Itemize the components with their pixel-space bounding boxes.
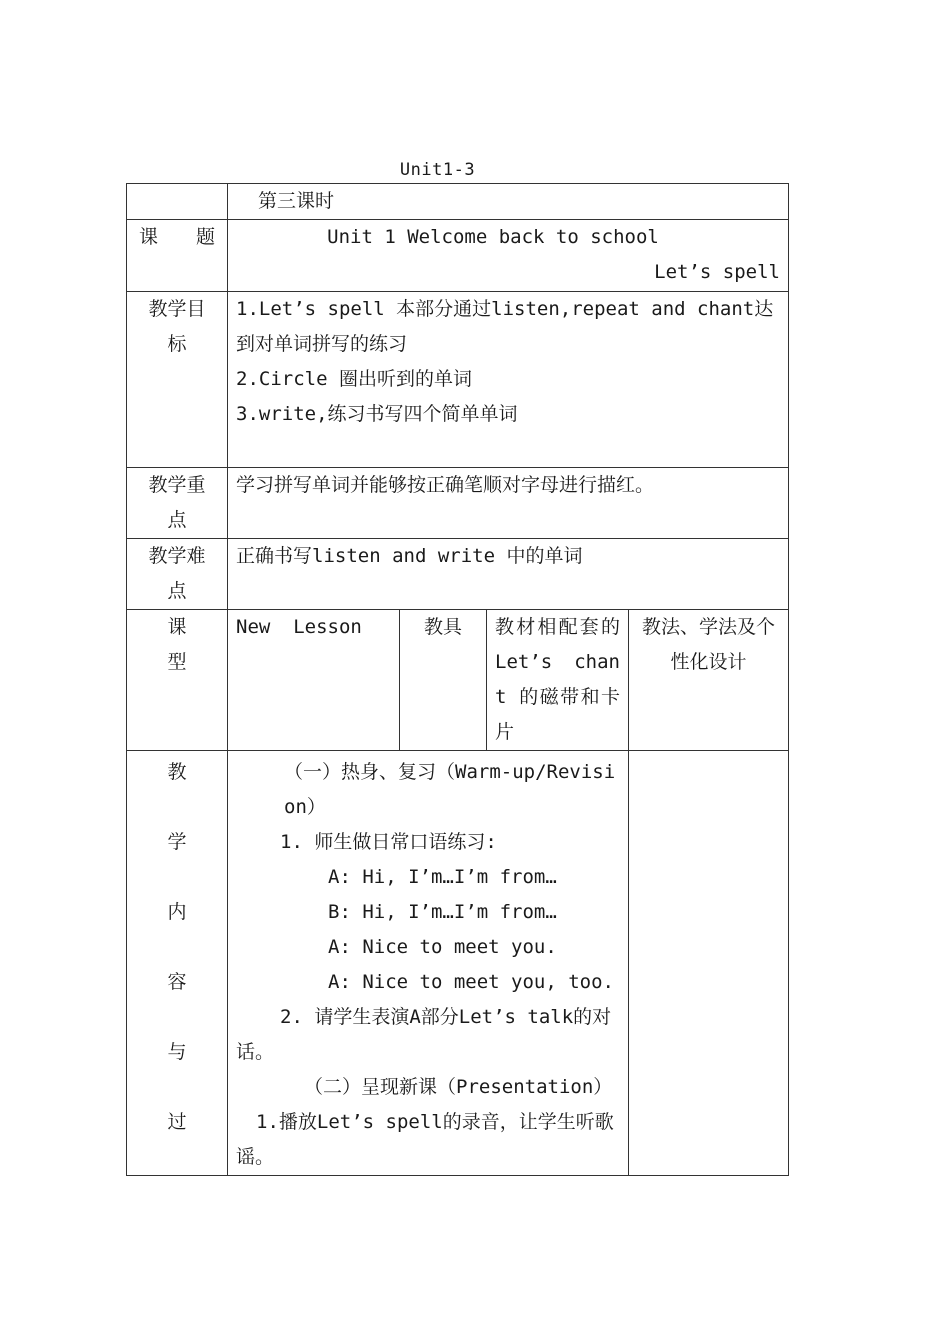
objectives-label: 教学目标 — [127, 292, 228, 468]
process-line: 2. 请学生表演A部分Let’s talk的对话。 — [236, 1006, 612, 1063]
topic-unit-title: Unit 1 Welcome back to school — [327, 226, 659, 248]
key-points-label: 教学重点 — [127, 468, 228, 539]
process-label-char: 容 — [167, 971, 187, 993]
empty-label-cell — [127, 184, 228, 220]
row-objectives — [127, 292, 789, 468]
lesson-plan-table — [126, 183, 789, 1176]
process-line: 1. 师生做日常口语练习: — [280, 831, 497, 853]
process-label-char: 与 — [167, 1041, 187, 1063]
teaching-aids-value: 教材相配套的 Let’s chant 的磁带和卡片 — [487, 610, 629, 751]
row-lesson-type — [127, 610, 789, 751]
objective-item: 3.write,练习书写四个简单单词 — [236, 403, 518, 425]
process-line: A: Nice to meet you, too. — [328, 971, 614, 993]
process-line: B: Hi, I’m…I’m from… — [328, 901, 557, 923]
row-key-points — [127, 468, 789, 539]
process-label-char: 内 — [167, 901, 187, 923]
row-process — [127, 751, 789, 1176]
teaching-aids-label: 教具 — [400, 610, 487, 751]
topic-section: Let’s spell — [654, 261, 781, 283]
process-label — [127, 751, 228, 1176]
difficulties-value: 正确书写listen and write 中的单词 — [228, 539, 789, 610]
methods-header: 教法、学法及个性化设计 — [629, 610, 789, 751]
lesson-period: 第三课时 — [228, 184, 789, 220]
difficulties-label: 教学难点 — [127, 539, 228, 610]
document-title: Unit1-3 — [399, 160, 476, 180]
objective-item: 2.Circle 圈出听到的单词 — [236, 368, 472, 390]
process-line: （一）热身、复习（Warm-up/Revision） — [284, 761, 616, 818]
topic-value — [228, 220, 789, 292]
topic-label-char-2: 题 — [195, 226, 215, 248]
process-label-char: 过 — [167, 1111, 187, 1133]
lesson-type-label — [127, 610, 228, 751]
key-points-value: 学习拼写单词并能够按正确笔顺对字母进行描红。 — [228, 468, 789, 539]
topic-label-char-1: 课 — [139, 226, 159, 248]
process-line: （二）呈现新课（Presentation） — [304, 1076, 613, 1098]
lesson-type-value: New Lesson — [228, 610, 400, 751]
process-line: 1.播放Let’s spell的录音，让学生听歌谣。 — [236, 1111, 614, 1168]
process-label-char: 教 — [167, 761, 187, 783]
process-line: A: Hi, I’m…I’m from… — [328, 866, 557, 888]
row-topic — [127, 220, 789, 292]
topic-label — [127, 220, 228, 292]
process-content — [228, 751, 629, 1176]
process-line: A: Nice to meet you. — [328, 936, 557, 958]
lesson-type-label-char-1: 课 — [167, 616, 187, 638]
objectives-value — [228, 292, 789, 468]
objective-item: 1.Let’s spell 本部分通过listen,repeat and chant达到对单词拼写的练习 — [236, 298, 774, 355]
methods-value — [629, 751, 789, 1176]
row-difficulties — [127, 539, 789, 610]
process-label-char: 学 — [167, 831, 187, 853]
lesson-type-label-char-2: 型 — [167, 651, 187, 673]
row-lesson-period — [127, 184, 789, 220]
